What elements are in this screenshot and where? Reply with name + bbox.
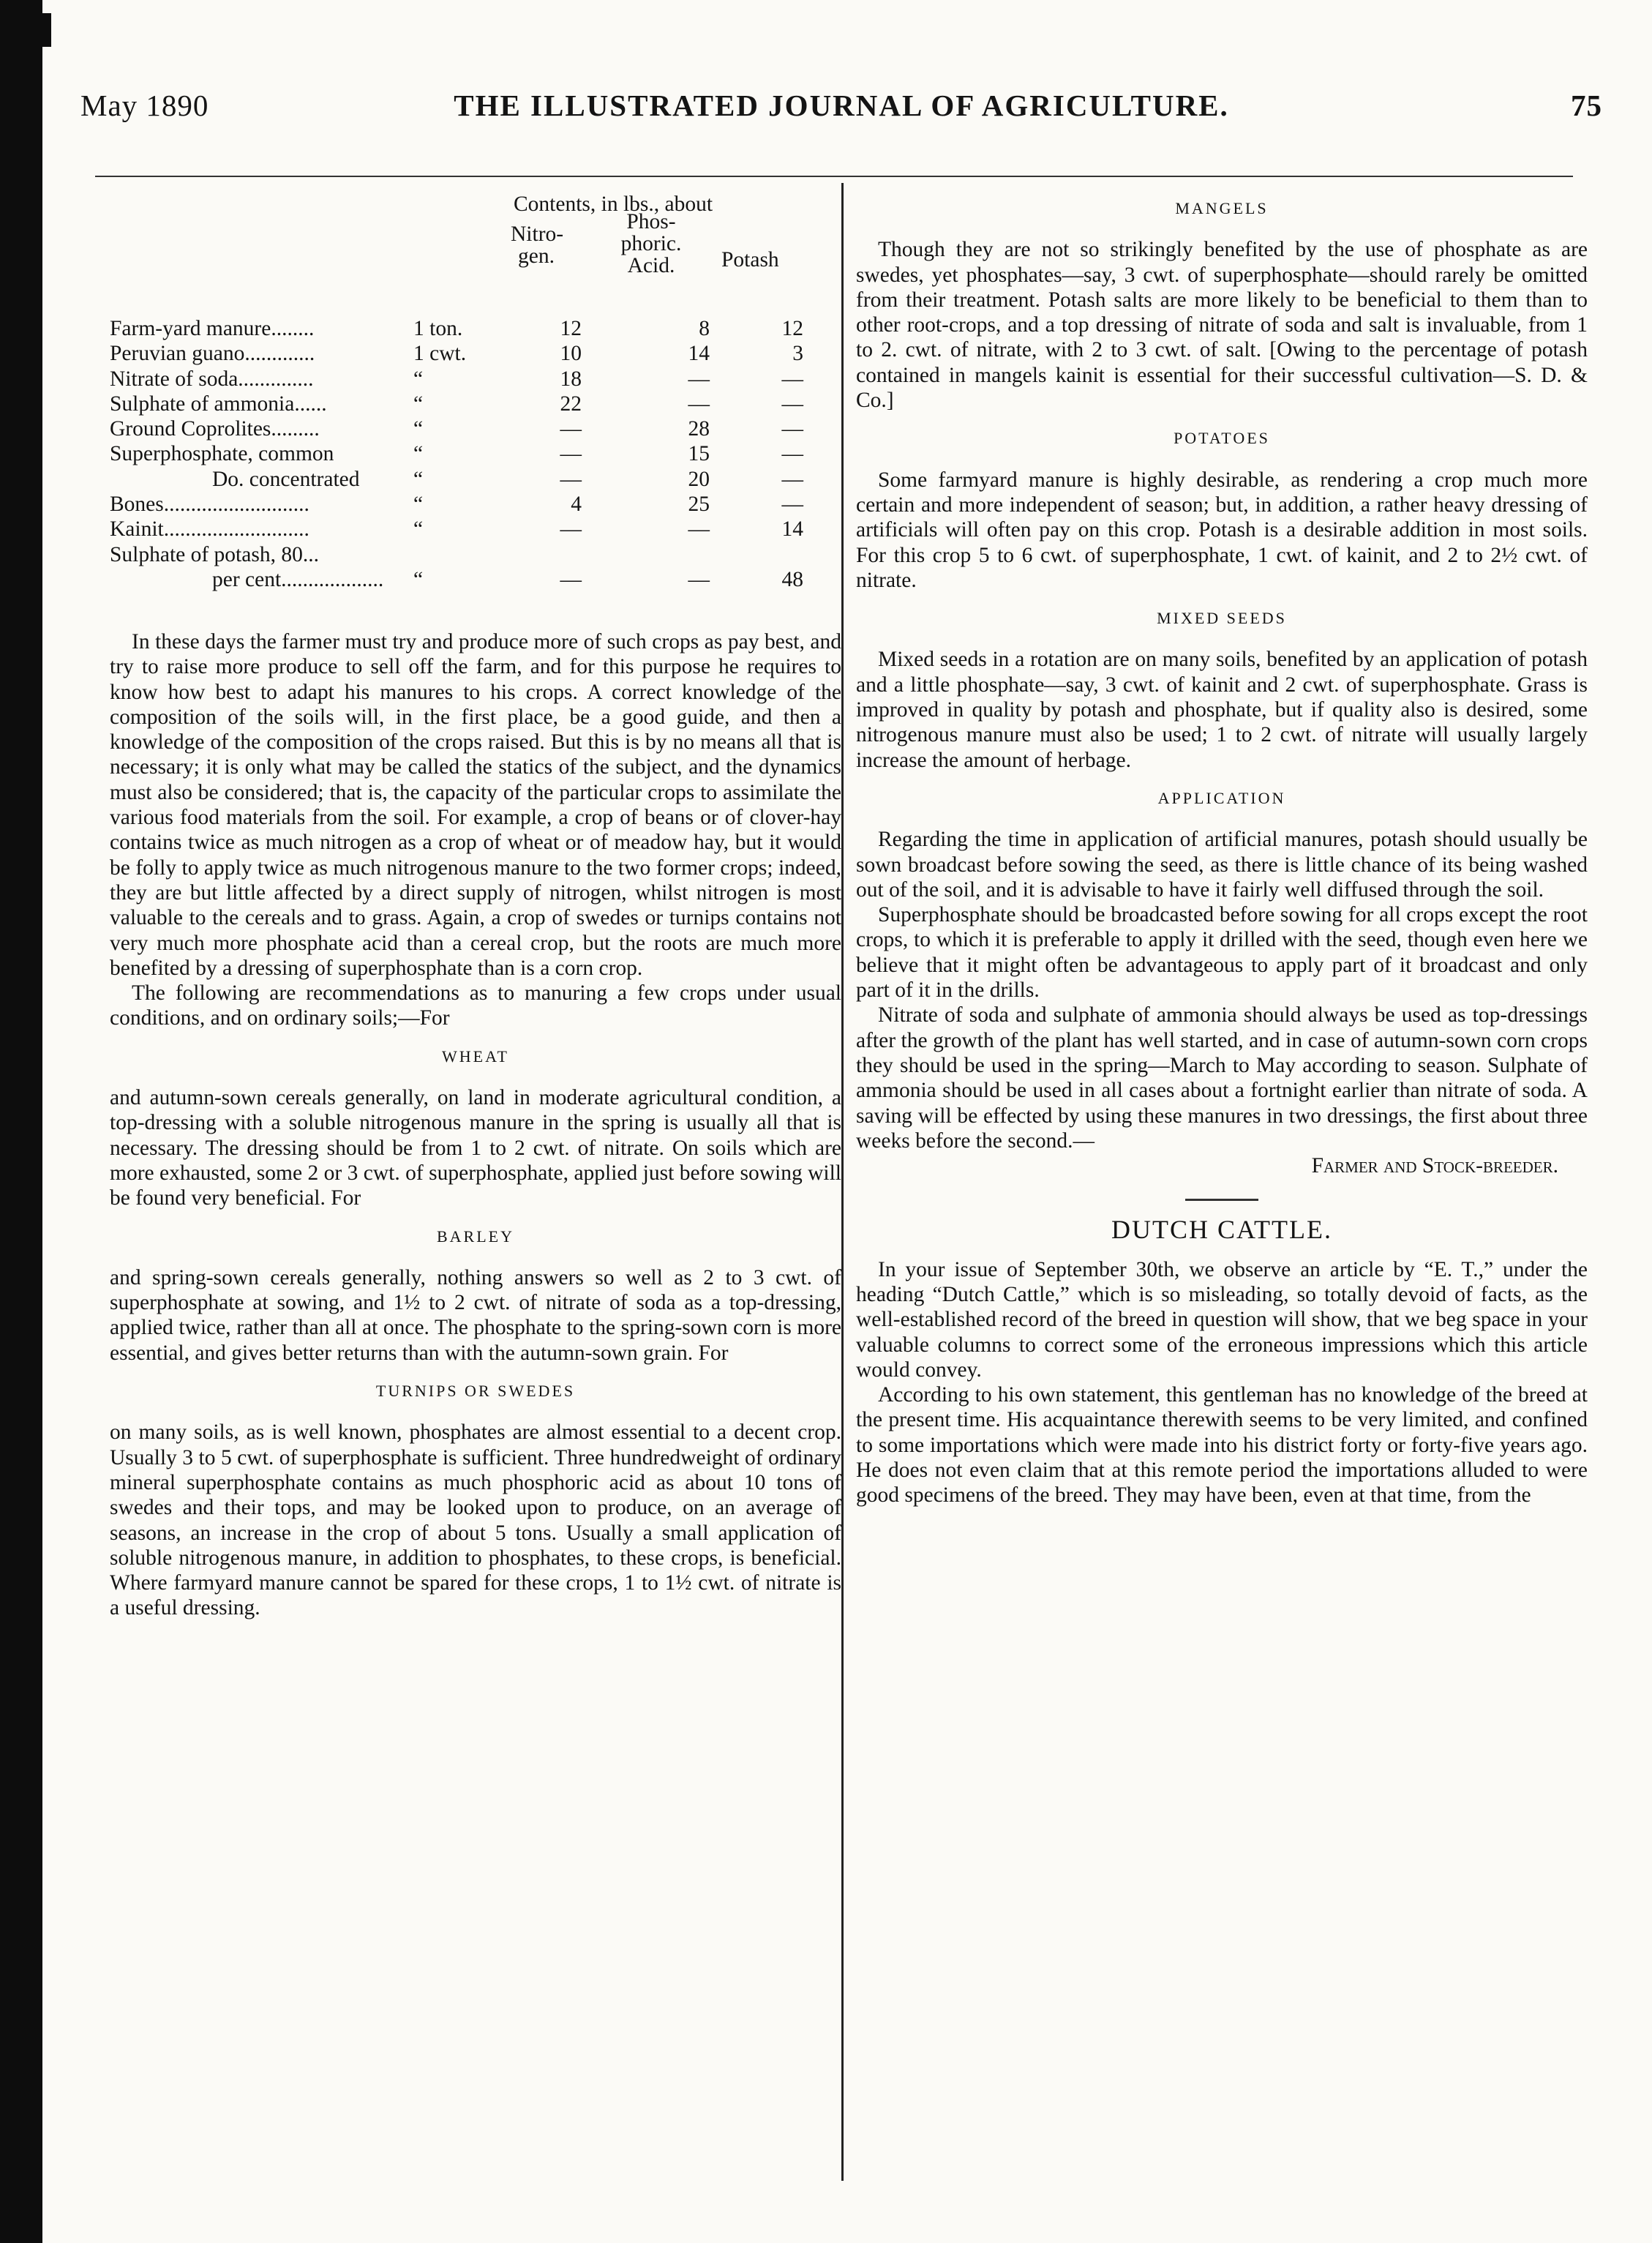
- row-quantity: “: [413, 442, 424, 466]
- binding-mark: [42, 13, 51, 47]
- potash-value: —: [781, 367, 803, 391]
- section-heading-potatoes: POTATOES: [1174, 429, 1270, 448]
- table-row: [110, 316, 841, 341]
- row-label: Nitrate of soda..............: [110, 367, 314, 391]
- mangels-paragraph: Though they are not so strikingly benefited by the use of phosphate as are swedes, yet phosphates—say, 3 cwt. of superphosphate—should rarely be omitted from their treatment. Potash salts are more likely to be beneficial to them than to other root-crops, and a top dressing of nitrate of soda and salt is invaluable, from 1 to 2. cwt. of nitrate, with 2 to 3 cwt. of salt. [Owing to the percentage of potash contained in mangels kainit is essential for their successful cultivation—S. D. & Co.]: [856, 238, 1588, 413]
- manure-contents-table: [110, 183, 841, 629]
- nitrogen-value: 10: [560, 342, 582, 366]
- column-divider: [841, 183, 844, 2181]
- row-quantity: “: [413, 417, 424, 441]
- row-label: Sulphate of potash, 80...: [110, 542, 319, 566]
- table-row: [110, 567, 841, 592]
- phosphoric-value: —: [688, 567, 710, 591]
- table-row: [110, 367, 841, 392]
- nitrogen-value: 12: [560, 317, 582, 340]
- row-quantity: “: [413, 567, 424, 591]
- row-label: Bones...........................: [110, 493, 309, 517]
- row-quantity: “: [413, 367, 424, 391]
- phosphoric-value: 20: [688, 467, 710, 491]
- row-quantity: “: [413, 517, 424, 542]
- row-label: per cent...................: [212, 567, 384, 591]
- phosphoric-value: 8: [699, 317, 710, 340]
- row-quantity: “: [413, 467, 424, 491]
- table-row: [110, 542, 841, 567]
- potash-value: —: [781, 417, 803, 441]
- wheat-paragraph: and autumn-sown cereals generally, on land in moderate agricultural condition, a top-dressing with a soluble nitrogenous manure in the spring is usually all that is necessary. The dressing should be from 1 to 2 cwt. of nitrate. On soils which are more exhausted, some 2 or 3 cwt. of superphosphate, applied just before sowing will be found very beneficial. For: [110, 1086, 841, 1210]
- page-number: 75: [1571, 89, 1602, 122]
- table-row: [110, 517, 841, 542]
- phosphoric-value: —: [688, 517, 710, 542]
- table-col-nitrogen: Nitro- gen.: [511, 222, 564, 268]
- section-heading-turnips: TURNIPS OR SWEDES: [375, 1382, 576, 1401]
- left-column: [110, 183, 841, 1621]
- phosphoric-value: —: [688, 392, 710, 416]
- potash-value: —: [781, 392, 803, 416]
- intro-paragraph-2: The following are recommendations as to manuring a few crops under usual conditions, and on ordinary soils;—For: [110, 981, 841, 1030]
- phosphoric-value: 14: [688, 342, 710, 366]
- nitrogen-value: —: [560, 517, 582, 542]
- turnips-paragraph: on many soils, as is well known, phosphates are almost essential to a decent crop. Usually 3 to 5 cwt. of superphosphate is sufficient. Three hundredweight of ordinary mineral superphosphate contains as much phosphoric acid as about 10 tons of swedes and their tops, and may be looked upon to produce, on an average of seasons, an increase in the crop of about 5 tons. Usually a small application of soluble nitrogenous manure, in addition to phosphates, to these crops, is beneficial. Where farmyard manure cannot be spared for these crops, 1 to 1½ cwt. of nitrate is a useful dressing.: [110, 1420, 841, 1620]
- potash-value: —: [781, 493, 803, 517]
- phosphoric-value: 25: [688, 493, 710, 517]
- potash-value: 14: [781, 517, 803, 542]
- table-row: [110, 467, 841, 492]
- mixed-seeds-paragraph: Mixed seeds in a rotation are on many soils, benefited by an application of potash and a little phosphate—say, 3 cwt. of kainit and 2 cwt. of superphosphate. Grass is improved in quality by potash and phosphate, but if quality also is desired, some nitrogenous manure must also be used; 1 to 2 cwt. of nitrate will usually largely increase the amount of herbage.: [856, 648, 1588, 772]
- right-column: [856, 183, 1588, 1508]
- table-col-phosphoric: Phos- phoric. Acid.: [620, 210, 682, 277]
- table-row: [110, 416, 841, 441]
- running-header: [80, 88, 1602, 146]
- article-title-dutch-cattle: DUTCH CATTLE.: [1111, 1215, 1332, 1245]
- section-heading-mixed-seeds: MIXED SEEDS: [1157, 609, 1287, 628]
- row-label: Peruvian guano.............: [110, 342, 315, 366]
- phosphoric-value: 15: [688, 442, 710, 466]
- row-quantity: “: [413, 392, 424, 416]
- application-paragraph-3: Nitrate of soda and sulphate of ammonia should always be used as top-dressings after the growth of the plant has well started, and in case of autumn-sown corn crops they should be used in the spring—March to May according to season. Sulphate of ammonia should be used in all cases about a fortnight earlier than nitrate of soda. A saving will be effected by using these manures in two dressings, the first about three weeks before the second.—: [856, 1003, 1588, 1153]
- section-heading-wheat: WHEAT: [442, 1046, 509, 1066]
- barley-paragraph: and spring-sown cereals generally, nothing answers so well as 2 to 3 cwt. of superphosphate at sowing, and 1½ to 2 cwt. of nitrate of soda as a top-dressing, applied twice, rather than all at once. The phosphate to the spring-sown corn is more essential, and gives better returns than with the autumn-sown grain. For: [110, 1265, 841, 1365]
- row-label: Farm-yard manure........: [110, 317, 315, 340]
- potash-value: —: [781, 442, 803, 466]
- nitrogen-value: —: [560, 417, 582, 441]
- application-paragraph-2: Superphosphate should be broadcasted before sowing for all crops except the root crops, to which it is preferable to apply it drilled with the seed, though even here we believe that it might often be advantageous to apply part of it broadcast and only part of it in the drills.: [856, 903, 1588, 1003]
- nitrogen-value: 22: [560, 392, 582, 416]
- row-label: Sulphate of ammonia......: [110, 392, 327, 416]
- row-label: Ground Coprolites.........: [110, 417, 320, 441]
- nitrogen-value: 4: [571, 493, 582, 517]
- potash-value: 12: [781, 317, 803, 340]
- table-caption: Contents, in lbs., about: [514, 192, 713, 216]
- dutch-cattle-paragraph-1: In your issue of September 30th, we observe an article by “E. T.,” under the heading “Dutch Cattle,” which is so misleading, so totally devoid of facts, as the well-established record of the breed in question will show, that we beg space in your valuable columns to correct some of the erroneous impressions which this article would convey.: [856, 1257, 1588, 1382]
- potash-value: 48: [781, 567, 803, 591]
- table-row: [110, 341, 841, 366]
- row-quantity: “: [413, 493, 424, 517]
- binding-edge: [0, 0, 42, 2243]
- phosphoric-value: —: [688, 367, 710, 391]
- section-heading-barley: BARLEY: [437, 1227, 514, 1246]
- section-heading-mangels: MANGELS: [1175, 199, 1269, 217]
- potatoes-paragraph: Some farmyard manure is highly desirable, as rendering a crop much more certain and more independent of season; but, in addition, a rather heavy dressing of artificials will often pay on this crop. Potash is a desirable addition in most soils. For this crop 5 to 6 cwt. of superphosphate, 1 cwt. of kainit, and 2 to 2½ cwt. of nitrate.: [856, 468, 1588, 592]
- table-row: [110, 392, 841, 416]
- row-quantity: 1 cwt.: [413, 342, 467, 366]
- table-body: [110, 316, 841, 592]
- section-heading-application: APPLICATION: [1157, 788, 1286, 807]
- potash-value: 3: [792, 342, 803, 366]
- row-label: Kainit...........................: [110, 517, 309, 542]
- attribution: Farmer and Stock-breeder.: [1311, 1154, 1558, 1178]
- phosphoric-value: 28: [688, 417, 710, 441]
- journal-title: THE ILLUSTRATED JOURNAL OF AGRICULTURE.: [454, 89, 1229, 122]
- potash-value: —: [781, 467, 803, 491]
- table-row: [110, 492, 841, 517]
- nitrogen-value: 18: [560, 367, 582, 391]
- nitrogen-value: —: [560, 467, 582, 491]
- nitrogen-value: —: [560, 567, 582, 591]
- row-quantity: 1 ton.: [413, 317, 463, 340]
- dutch-cattle-paragraph-2: According to his own statement, this gentleman has no knowledge of the breed at the present time. His acquaintance therewith seems to be very limited, and confined to some importations which were made into his district forty or forty-five years ago. He does not even claim that at this remote period the importations alluded to were good specimens of the breed. They may have been, even at that time, from the: [856, 1383, 1588, 1508]
- intro-paragraph: In these days the farmer must try and produce more of such crops as pay best, and try to raise more produce to sell off the farm, and for this purpose he requires to know how best to adapt his manures to his crops. A correct knowledge of the composition of the soils will, in the first place, be a good guide, and then a knowledge of the composition of the crops raised. But this is by no means all that is necessary; it is only what may be called the statics of the subject, and the dynamics must also be considered; that is, the capacity of the particular crops to assimilate the various food materials from the soil. For example, a crop of beans or of clover-hay contains twice as much nitrogen as a crop of wheat or of meadow hay, but it would be folly to apply twice as much nitrogenous manure to the two former crops; indeed, they are but little affected by a direct supply of nitrogen, whilst nitrogen is most valuable to the cereals and to grass. Again, a crop of swedes or turnips contains not very much more phosphate acid than a cereal crop, but the roots are much more benefited by a dressing of superphosphate than is a corn crop.: [110, 630, 841, 980]
- application-paragraph-1: Regarding the time in application of artificial manures, potash should usually be sown broadcast before sowing the seed, as there is little chance of its being washed out of the soil, and it is advisable to have it fairly well diffused through the soil.: [856, 828, 1588, 902]
- nitrogen-value: —: [560, 442, 582, 466]
- table-row: [110, 441, 841, 466]
- header-date: May 1890: [80, 89, 209, 122]
- section-divider: [1185, 1199, 1258, 1201]
- row-label: Do. concentrated: [212, 467, 360, 491]
- header-rule: [95, 176, 1573, 177]
- row-label: Superphosphate, common: [110, 442, 334, 466]
- table-col-potash: Potash: [721, 248, 779, 272]
